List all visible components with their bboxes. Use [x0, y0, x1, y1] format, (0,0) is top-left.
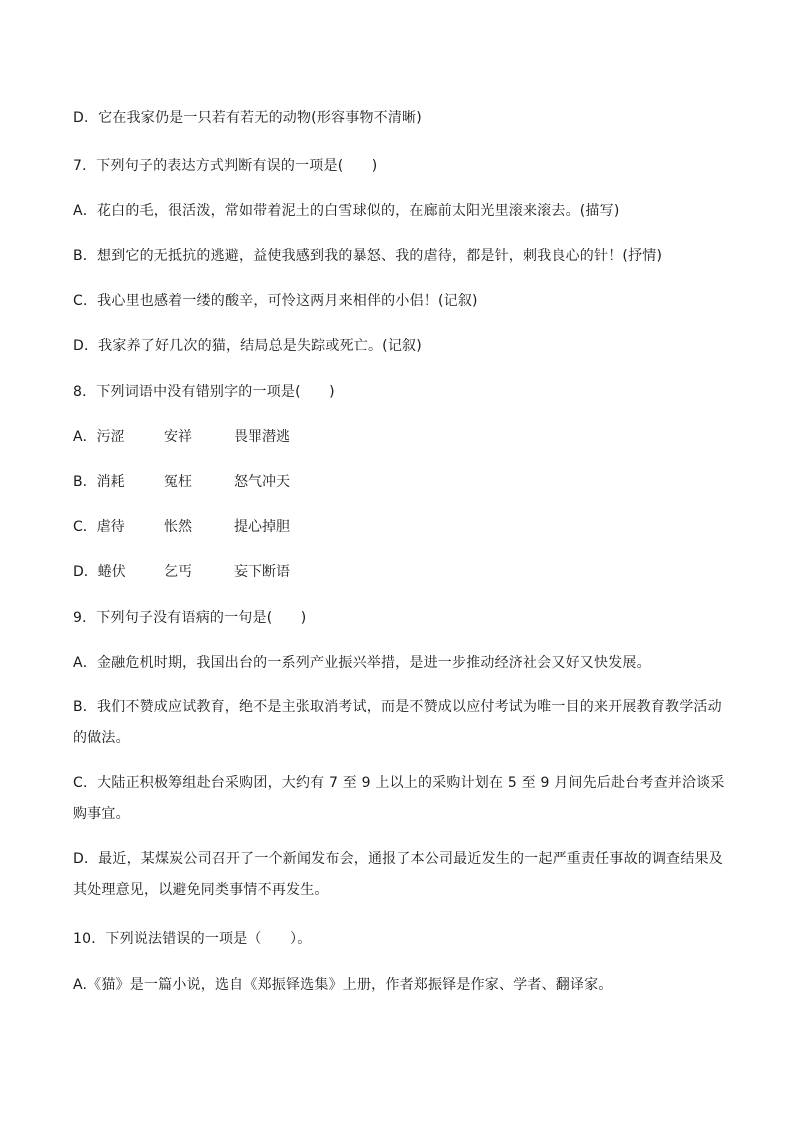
q7-option-a: A．花白的毛，很活泼，常如带着泥土的白雪球似的，在廊前太阳光里滚来滚去。(描写) — [73, 203, 620, 219]
q7-option-d: D．我家养了好几次的猫，结局总是失踪或死亡。(记叙) — [73, 338, 422, 354]
q8-option-d-word2: 乞丐 — [164, 564, 192, 580]
q8-option-b-word1: B．消耗 — [73, 474, 125, 490]
q10-option-a: A.《猫》是一篇小说，选自《郑振铎选集》上册，作者郑振铎是作家、学者、翻译家。 — [73, 977, 613, 993]
q8-option-d-word1: D．蜷伏 — [73, 564, 126, 580]
q7-option-c: C．我心里也感着一缕的酸辛，可怜这两月来相伴的小侣！(记叙) — [73, 293, 478, 309]
q8-option-d-word3: 妄下断语 — [234, 564, 290, 580]
q8-option-b-word2: 冤枉 — [164, 474, 192, 490]
q9-option-b: B．我们不赞成应试教育，绝不是主张取消考试，而是不赞成以应付考试为唯一目的来开展教育教学活动的做法。 — [73, 699, 722, 746]
q7-stem: 7．下列句子的表达方式判断有误的一项是( ) — [73, 158, 378, 174]
q8-option-c-word3: 提心掉胆 — [234, 519, 290, 535]
q8-option-a-word3: 畏罪潜逃 — [234, 429, 290, 445]
q10-stem: 10．下列说法错误的一项是（ ）。 — [73, 931, 312, 947]
q8-stem: 8．下列词语中没有错别字的一项是( ) — [73, 384, 335, 400]
q8-option-b-word3: 怒气冲天 — [234, 474, 290, 490]
q9-option-a: A．金融危机时期，我国出台的一系列产业振兴举措，是进一步推动经济社会又好又快发展。 — [73, 655, 651, 671]
q9-option-d: D．最近，某煤炭公司召开了一个新闻发布会，通报了本公司最近发生的一起严重责任事故的调查结果及其处理意见，以避免同类事情不再发生。 — [73, 851, 723, 898]
q9-option-c: C．大陆正积极筹组赴台采购团，大约有 7 至 9 上以上的采购计划在 5 至 9 月间先后赴台考查并洽谈采购事宜。 — [73, 775, 725, 822]
q8-option-a-word2: 安祥 — [164, 429, 192, 445]
q8-option-a-word1: A．污涩 — [73, 429, 125, 445]
q9-stem: 9．下列句子没有语病的一句是( ) — [73, 610, 307, 626]
q8-option-c-word2: 怅然 — [164, 519, 192, 535]
q7-option-b: B．想到它的无抵抗的逃避，益使我感到我的暴怒、我的虐待，都是针，刺我良心的针！(抒情) — [73, 248, 663, 264]
q8-option-c-word1: C．虐待 — [73, 519, 125, 535]
q6-option-d: D．它在我家仍是一只若有若无的动物(形容事物不清晰) — [73, 110, 422, 126]
